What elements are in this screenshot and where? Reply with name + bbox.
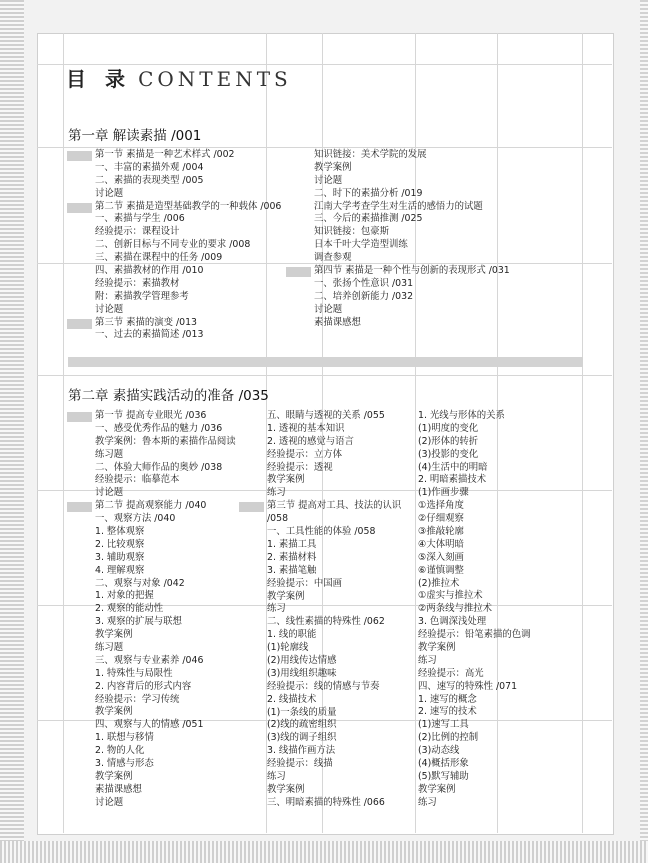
toc-entry[interactable]: 练习 — [267, 770, 286, 782]
toc-entry[interactable]: 二、体验大师作品的奥妙 /038 — [95, 461, 223, 473]
toc-entry[interactable]: 教学案例 — [95, 629, 133, 641]
toc-entry[interactable]: 2. 透视的感觉与语言 — [267, 435, 354, 447]
toc-section-entry[interactable]: 第三节 提高对工具、技法的认识 /058 — [267, 500, 407, 526]
chapter-separator — [68, 357, 583, 367]
toc-entry[interactable]: 1. 速写的概念 — [418, 693, 477, 705]
toc-entry[interactable]: 经验提示：临摹范本 — [95, 474, 180, 486]
toc-entry[interactable]: 二、创新目标与不同专业的要求 /008 — [95, 239, 251, 251]
toc-entry[interactable]: 经验提示：学习传统 — [95, 693, 180, 705]
grid-guide — [63, 33, 64, 833]
toc-entry[interactable]: 素描课感想 — [95, 783, 142, 795]
toc-entry[interactable]: 3. 素描笔触 — [267, 564, 317, 576]
toc-entry[interactable]: 2. 物的人化 — [95, 745, 145, 757]
toc-entry[interactable]: 1. 联想与移情 — [95, 732, 154, 744]
toc-entry[interactable]: 四、速写的特殊性 /071 — [418, 680, 518, 692]
toc-entry[interactable]: 调查参观 — [314, 252, 352, 264]
toc-entry[interactable]: 讨论题 — [314, 174, 343, 186]
chapter2-column-2 — [267, 410, 407, 810]
chapter2-column-1 — [95, 410, 265, 810]
toc-entry[interactable]: (3)动态线 — [418, 745, 460, 757]
toc-entry[interactable]: 教学案例 — [314, 161, 352, 173]
toc-entry[interactable]: 1. 线的职能 — [267, 629, 317, 641]
toc-entry[interactable]: 素描课感想 — [314, 316, 361, 328]
contents-heading-cn: 目 录 — [66, 67, 131, 91]
toc-entry[interactable]: (2)用线传达情感 — [267, 654, 337, 666]
toc-entry[interactable]: 四、观察与人的情感 /051 — [95, 719, 204, 731]
toc-entry[interactable]: ②仔细观察 — [418, 513, 464, 525]
grid-guide — [37, 375, 612, 376]
toc-entry[interactable]: 三、观察与专业素养 /046 — [95, 654, 204, 666]
toc-entry[interactable]: 3. 色调深浅处理 — [418, 616, 487, 628]
toc-entry[interactable]: (1)明度的变化 — [418, 422, 479, 434]
toc-entry[interactable]: 一、丰富的素描外观 /004 — [95, 161, 204, 173]
toc-entry[interactable]: (5)默写辅助 — [418, 770, 469, 782]
toc-section-entry[interactable]: 第一节 提高专业眼光 /036 — [95, 410, 265, 423]
toc-entry[interactable]: 三、素描在课程中的任务 /009 — [95, 252, 223, 264]
toc-entry[interactable]: (3)用线组织趣味 — [267, 667, 337, 679]
toc-entry[interactable]: 练习题 — [95, 448, 124, 460]
toc-entry[interactable]: 二、素描的表现类型 /005 — [95, 174, 204, 186]
contents-heading-en: CONTENTS — [138, 67, 292, 91]
toc-entry[interactable]: (1)一条线的质量 — [267, 706, 337, 718]
toc-section-entry[interactable]: 第一节 素描是一种艺术样式 /002 — [95, 149, 305, 162]
chapter2-title[interactable]: 第二章 素描实践活动的准备 /035 — [68, 388, 269, 404]
toc-entry[interactable]: 经验提示：素描教材 — [95, 277, 180, 289]
toc-entry[interactable]: (2)推拉术 — [418, 577, 460, 589]
toc-entry[interactable]: 3. 观察的扩展与联想 — [95, 616, 182, 628]
toc-entry[interactable]: ②两条线与推拉术 — [418, 603, 493, 615]
toc-entry[interactable]: 2. 素描材料 — [267, 551, 317, 563]
toc-entry[interactable]: 教学案例 — [418, 642, 456, 654]
toc-entry[interactable]: (3)投影的变化 — [418, 448, 479, 460]
toc-entry[interactable]: 三、明暗素描的特殊性 /066 — [267, 796, 385, 808]
toc-entry[interactable]: ④大体明暗 — [418, 538, 464, 550]
toc-entry[interactable]: 教学案例 — [418, 783, 456, 795]
toc-entry[interactable]: 1. 整体观察 — [95, 526, 145, 538]
toc-entry[interactable]: (3)线的调子组织 — [267, 732, 337, 744]
toc-entry[interactable]: 经验提示：线描 — [267, 758, 333, 770]
toc-entry[interactable]: 练习 — [418, 654, 437, 666]
toc-section-entry[interactable]: 第四节 素描是一种个性与创新的表现形式 /031 — [314, 265, 574, 278]
toc-entry[interactable]: 经验提示：课程设计 — [95, 226, 180, 238]
toc-entry[interactable]: 附：素描教学管理参考 — [95, 290, 189, 302]
toc-entry[interactable]: 江南大学考查学生对生活的感悟力的试题 — [314, 200, 483, 212]
right-edge-texture — [640, 0, 648, 863]
toc-entry[interactable]: 讨论题 — [95, 796, 124, 808]
toc-entry[interactable]: (4)概括形象 — [418, 758, 469, 770]
toc-section-entry[interactable]: 第三节 素描的演变 /013 — [95, 317, 305, 330]
toc-entry[interactable]: 经验提示：铅笔素描的色调 — [418, 629, 531, 641]
toc-entry[interactable]: 日本千叶大学造型训练 — [314, 239, 408, 251]
toc-entry[interactable]: 二、培养创新能力 /032 — [314, 290, 414, 302]
grid-guide — [582, 33, 583, 833]
toc-entry[interactable]: 2. 速写的技术 — [418, 706, 477, 718]
toc-entry[interactable]: 二、观察与对象 /042 — [95, 577, 185, 589]
toc-entry[interactable]: 讨论题 — [95, 187, 124, 199]
toc-entry[interactable]: ①虚实与推拉术 — [418, 590, 483, 602]
toc-entry[interactable]: 四、素描教材的作用 /010 — [95, 265, 204, 277]
toc-entry[interactable]: 练习 — [267, 603, 286, 615]
toc-entry[interactable]: 练习题 — [95, 642, 124, 654]
toc-entry[interactable]: 一、过去的素描简述 /013 — [95, 329, 204, 341]
toc-entry[interactable]: 知识链接：包豪斯 — [314, 226, 390, 238]
toc-entry[interactable]: 讨论题 — [314, 303, 343, 315]
grid-guide — [37, 147, 612, 148]
contents-heading — [66, 63, 292, 92]
toc-entry[interactable]: (1)作画步骤 — [418, 487, 469, 499]
toc-entry[interactable]: 教学案例：鲁本斯的素描作品阅读 — [95, 435, 236, 447]
toc-entry[interactable]: 一、感受优秀作品的魅力 /036 — [95, 422, 223, 434]
toc-entry[interactable]: 1. 素描工具 — [267, 538, 317, 550]
toc-entry[interactable]: 教学案例 — [267, 590, 305, 602]
toc-entry[interactable]: 二、线性素描的特殊性 /062 — [267, 616, 385, 628]
toc-entry[interactable]: 经验提示：中国画 — [267, 577, 343, 589]
toc-entry[interactable]: 1. 特殊性与局限性 — [95, 667, 173, 679]
toc-entry[interactable]: 一、张扬个性意识 /031 — [314, 277, 414, 289]
toc-entry[interactable]: 经验提示：高光 — [418, 667, 484, 679]
toc-entry[interactable]: 2. 明暗素描技术 — [418, 474, 487, 486]
toc-entry[interactable]: 经验提示：立方体 — [267, 448, 343, 460]
toc-entry[interactable]: 经验提示：线的情感与节奏 — [267, 680, 380, 692]
toc-entry[interactable]: 一、观察方法 /040 — [95, 513, 176, 525]
toc-entry[interactable]: 2. 线描技术 — [267, 693, 317, 705]
toc-entry[interactable]: 讨论题 — [95, 487, 124, 499]
toc-entry[interactable]: (2)比例的控制 — [418, 732, 479, 744]
toc-entry[interactable]: 2. 比较观察 — [95, 538, 145, 550]
toc-section-entry[interactable]: 第二节 素描是造型基础教学的一种载体 /006 — [95, 201, 305, 214]
toc-entry[interactable]: 五、眼睛与透视的关系 /055 — [267, 410, 385, 421]
toc-entry[interactable]: 经验提示：透视 — [267, 461, 333, 473]
toc-entry[interactable]: 1. 对象的把握 — [95, 590, 154, 602]
toc-entry[interactable]: ③推敲轮廓 — [418, 526, 464, 538]
toc-entry[interactable]: (2)线的疏密组织 — [267, 719, 337, 731]
toc-entry[interactable]: 练习 — [267, 487, 286, 499]
chapter1-column-1 — [95, 149, 305, 342]
toc-entry[interactable]: 二、时下的素描分析 /019 — [314, 187, 423, 199]
toc-entry[interactable]: 2. 内容背后的形式内容 — [95, 680, 192, 692]
toc-entry[interactable]: (1)速写工具 — [418, 719, 469, 731]
toc-entry[interactable]: ⑤深入刻画 — [418, 551, 464, 563]
toc-entry[interactable]: 教学案例 — [95, 770, 133, 782]
toc-entry[interactable]: (1)轮廓线 — [267, 642, 309, 654]
toc-entry[interactable]: 教学案例 — [267, 474, 305, 486]
left-edge-texture — [0, 0, 24, 863]
toc-entry[interactable]: 讨论题 — [95, 303, 124, 315]
toc-entry[interactable]: (4)生活中的明暗 — [418, 461, 488, 473]
toc-entry[interactable]: 3. 情感与形态 — [95, 758, 154, 770]
toc-entry[interactable]: 1. 透视的基本知识 — [267, 422, 345, 434]
toc-entry[interactable]: 4. 理解观察 — [95, 564, 145, 576]
toc-entry[interactable]: 2. 观察的能动性 — [95, 603, 164, 615]
toc-entry[interactable]: 三、今后的素描推测 /025 — [314, 213, 423, 225]
toc-entry[interactable]: 一、工具性能的体验 /058 — [267, 526, 376, 538]
toc-entry[interactable]: 3. 线描作画方法 — [267, 745, 336, 757]
toc-entry[interactable]: ①选择角度 — [418, 500, 464, 512]
toc-entry[interactable]: ⑥谨慎调整 — [418, 564, 464, 576]
toc-entry[interactable]: 1. 光线与形体的关系 — [418, 410, 505, 421]
toc-entry[interactable]: 一、素描与学生 /006 — [95, 213, 185, 225]
toc-entry[interactable]: 3. 辅助观察 — [95, 551, 145, 563]
toc-entry[interactable]: 教学案例 — [267, 783, 305, 795]
chapter1-column-2 — [314, 149, 574, 329]
toc-section-entry[interactable]: 第二节 提高观察能力 /040 — [95, 500, 265, 513]
chapter1-title[interactable]: 第一章 解读素描 /001 — [68, 128, 202, 144]
toc-entry[interactable]: (2)形体的转折 — [418, 435, 479, 447]
toc-entry[interactable]: 教学案例 — [95, 706, 133, 718]
toc-entry[interactable]: 练习 — [418, 796, 437, 808]
chapter2-column-3 — [418, 410, 568, 810]
bottom-edge-texture — [0, 841, 648, 863]
toc-entry[interactable]: 知识链接：美术学院的发展 — [314, 149, 427, 160]
